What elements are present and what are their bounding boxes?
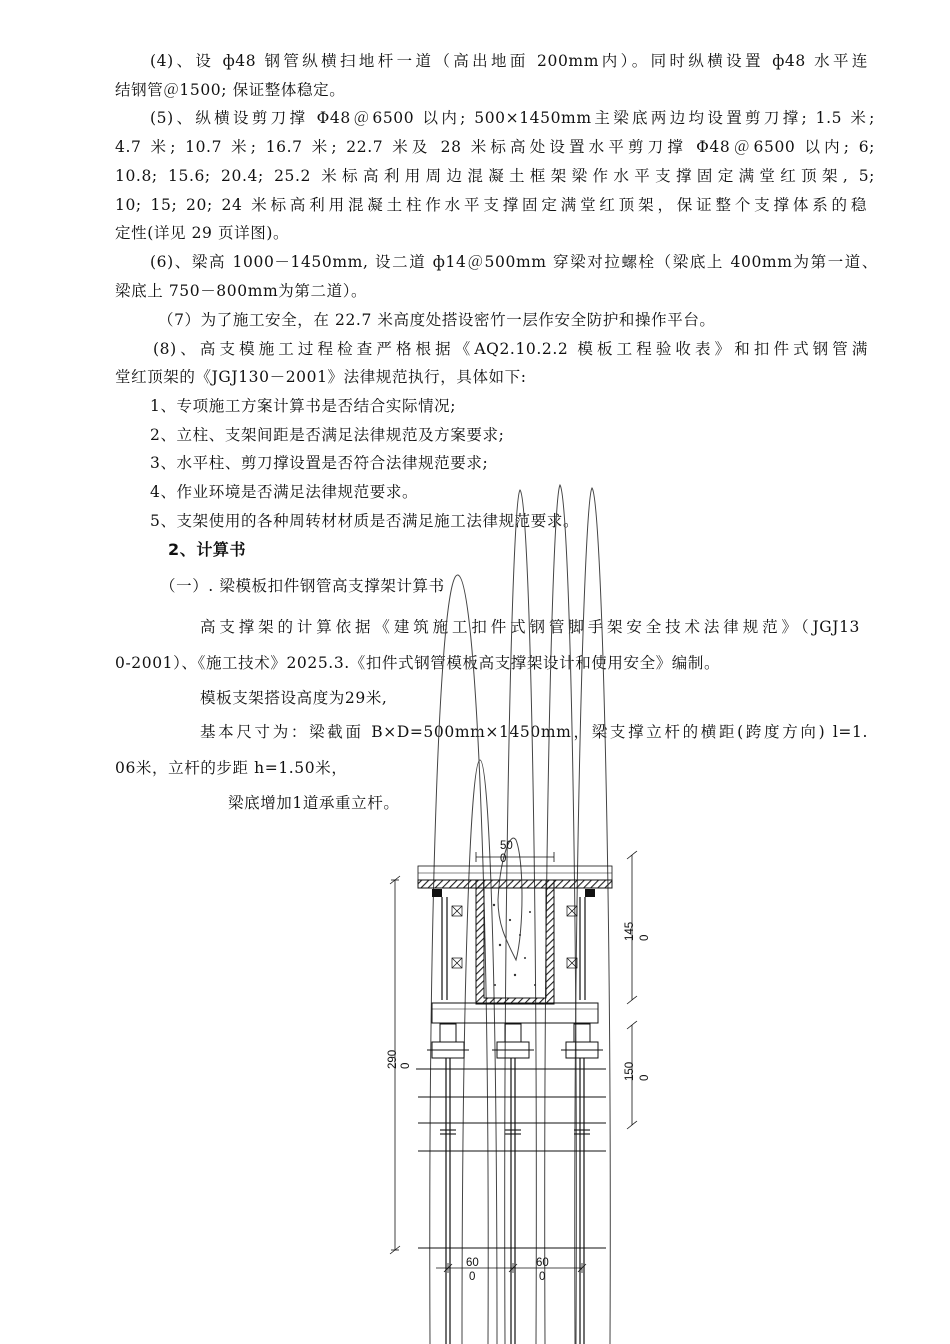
- dim-top-width: 50: [500, 840, 513, 852]
- dim-bottom-left: 60: [466, 1257, 479, 1269]
- dim-beam-height-suffix: 0: [639, 934, 651, 941]
- para-line: （7）为了施工安全，在 22.7 米高度处搭设密竹一层作安全防护和操作平台。: [158, 311, 716, 329]
- body-line: 模板支架搭设高度为29米,: [200, 689, 388, 707]
- dim-top-width-suffix: 0: [500, 853, 507, 865]
- checklist-item: 1、专项施工方案计算书是否结合实际情况;: [150, 397, 457, 415]
- checklist-item: 3、水平柱、剪刀撑设置是否符合法律规范要求;: [150, 454, 489, 472]
- dim-total-height-suffix: 0: [400, 1062, 412, 1069]
- subsection-title: （一）. 梁模板扣件钢管高支撑架计算书: [160, 577, 445, 595]
- para-line: (8)、高支模施工过程检查严格根据《AQ2.10.2.2 模板工程验收表》和扣件式钢管满: [153, 340, 868, 358]
- dim-step: 150: [624, 1061, 636, 1081]
- para-line: 梁底上 750－800mm为第二道）。: [115, 282, 368, 300]
- checklist-item: 2、立柱、支架间距是否满足法律规范及方案要求;: [150, 426, 505, 444]
- para-line: (5)、纵横设剪刀撑 Φ48＠6500 以内; 500×1450mm主梁底两边均设置剪刀撑; 1.5 米;: [150, 109, 875, 127]
- body-line: 06米，立杆的步距 h=1.50米，: [115, 759, 348, 777]
- dim-bottom-right: 60: [536, 1257, 549, 1269]
- para-line: 10.8; 15.6; 20.4; 25.2 米标高利用周边混凝土框架梁作水平支撑固定满堂红顶架, 5;: [115, 167, 875, 185]
- body-line: 0-2001）、《施工技术》2025.3.《扣件式钢管模板高支撑架设计和使用安全》编制。: [115, 654, 721, 672]
- checklist-item: 5、支架使用的各种周转材材质是否满足施工法律规范要求。: [150, 512, 580, 530]
- body-line: 基本尺寸为：梁截面 B×D=500mm×1450mm，梁支撑立杆的横距(跨度方向) l=1.: [200, 723, 868, 741]
- para-line: 定性(详见 29 页详图)。: [115, 224, 290, 242]
- section-title: 2、计算书: [168, 540, 247, 559]
- beam-formwork: [442, 880, 585, 1004]
- checklist-item: 4、作业环境是否满足法律规范要求。: [150, 483, 419, 501]
- bearer-beam: [432, 1003, 598, 1023]
- para-line: (6)、梁高 1000－1450mm, 设二道 ф14＠500mm 穿梁对拉螺栓（梁底上 400mm为第一道、: [150, 253, 878, 271]
- para-line: 结钢管＠1500; 保证整体稳定。: [115, 81, 346, 99]
- sketch-loops: [430, 485, 610, 1344]
- dimension-lines: [390, 851, 637, 1273]
- dim-total-height: 290: [387, 1049, 399, 1069]
- dim-beam-height: 145: [624, 921, 636, 941]
- body-line: 梁底增加1道承重立杆。: [228, 794, 400, 812]
- dim-bottom-right-suffix: 0: [539, 1271, 546, 1283]
- para-line: (4)、设 ф48 钢管纵横扫地杆一道（高出地面 200mm内）。同时纵横设置 ф48 水平连: [150, 52, 868, 70]
- para-line: 堂红顶架的《JGJ130－2001》法律规范执行，具体如下:: [115, 368, 527, 386]
- dim-bottom-left-suffix: 0: [469, 1271, 476, 1283]
- body-line: 高支撑架的计算依据《建筑施工扣件式钢管脚手架安全技术法律规范》（JGJ13: [200, 618, 860, 636]
- floor-slab: [418, 866, 612, 897]
- dim-step-suffix: 0: [639, 1074, 651, 1081]
- para-line: 10; 15; 20; 24 米标高利用混凝土柱作水平支撑固定满堂红顶架，保证整个支撑体系的稳: [115, 196, 867, 214]
- para-line: 4.7 米; 10.7 米; 16.7 米; 22.7 米及 28 米标高处设置水平剪刀撑 Φ48＠6500 以内; 6;: [115, 138, 875, 156]
